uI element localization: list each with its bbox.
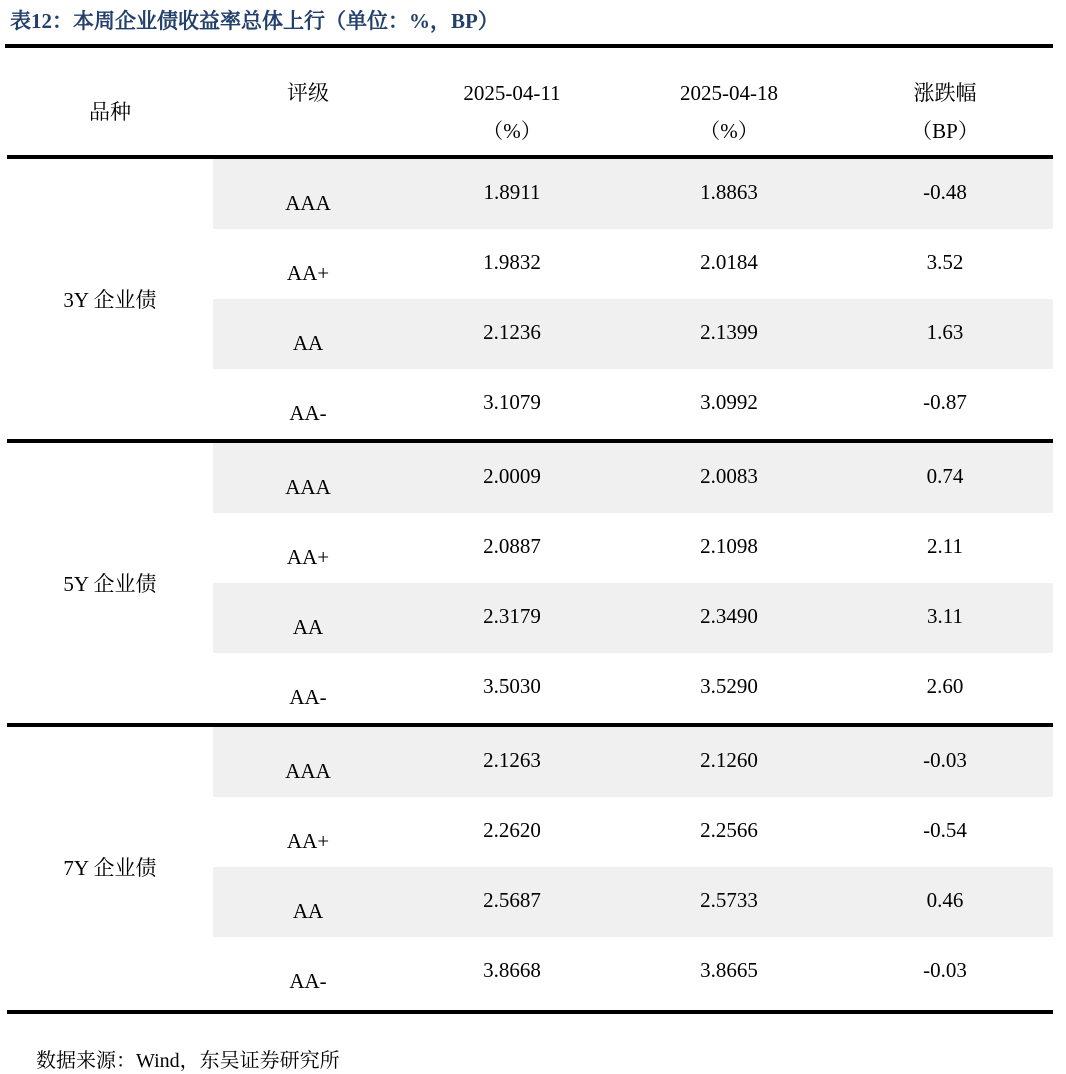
column-header-change <box>837 48 1053 155</box>
value-cell-date1: 2.2620 <box>483 817 541 842</box>
rating-cell: AA+ <box>286 260 330 285</box>
column-header-date2 <box>621 48 837 155</box>
value-cell-change: 2.60 <box>926 673 964 698</box>
column-header-kind <box>7 48 213 155</box>
rating-cell: AA- <box>289 968 327 993</box>
value-cell-date2: 1.8863 <box>621 159 837 229</box>
table-row <box>7 727 1053 797</box>
column-header-date1-unit: （%） <box>482 119 542 143</box>
value-cell-date1: 2.0009 <box>403 443 621 513</box>
value-cell-change: 3.11 <box>837 583 1053 653</box>
value-cell-change: 0.74 <box>837 443 1053 513</box>
group-label-cell <box>7 727 213 1007</box>
value-cell-date1: 3.8668 <box>483 957 541 982</box>
group-label: 3Y 企业债 <box>63 288 157 312</box>
value-cell-date1: 2.1263 <box>403 727 621 797</box>
column-header-rating-label: 评级 <box>287 81 329 105</box>
group-label-cell <box>7 159 213 439</box>
rating-cell: AA- <box>289 400 327 425</box>
column-header-date1-label: 2025-04-11 <box>463 81 561 105</box>
rating-cell: AAA <box>213 727 403 797</box>
rating-cell: AA+ <box>286 828 330 853</box>
column-header-kind-label: 品种 <box>89 100 131 124</box>
value-cell-date2: 2.1260 <box>621 727 837 797</box>
group-label: 7Y 企业债 <box>63 856 157 880</box>
value-cell-date2: 2.3490 <box>621 583 837 653</box>
value-cell-date2: 3.5290 <box>700 673 758 698</box>
page-title: 表12：本周企业债收益率总体上行（单位：%，BP） <box>10 9 499 33</box>
value-cell-date2: 3.8665 <box>700 957 758 982</box>
column-header-date1 <box>403 48 621 155</box>
value-cell-change: -0.03 <box>837 727 1053 797</box>
value-cell-date2: 2.2566 <box>700 817 758 842</box>
rating-cell: AA <box>213 583 403 653</box>
rating-cell: AA <box>213 867 403 937</box>
value-cell-date1: 2.1236 <box>403 299 621 369</box>
group-label-cell <box>7 443 213 723</box>
value-cell-date1: 2.5687 <box>403 867 621 937</box>
rating-cell: AAA <box>213 443 403 513</box>
value-cell-change: -0.87 <box>923 389 967 414</box>
value-cell-change: 2.11 <box>927 533 963 558</box>
value-cell-date1: 2.0887 <box>483 533 541 558</box>
data-table-wrapper <box>0 48 1066 1007</box>
value-cell-date1: 2.3179 <box>403 583 621 653</box>
value-cell-date1: 3.5030 <box>483 673 541 698</box>
table-row <box>7 443 1053 513</box>
column-header-change-label: 涨跌幅 <box>913 81 977 105</box>
value-cell-change: -0.54 <box>923 817 967 842</box>
value-cell-change: 0.46 <box>837 867 1053 937</box>
column-header-date2-label: 2025-04-18 <box>680 81 778 105</box>
table-row <box>7 159 1053 229</box>
value-cell-date2: 2.5733 <box>621 867 837 937</box>
value-cell-date1: 1.9832 <box>483 249 541 274</box>
rating-cell: AA <box>213 299 403 369</box>
value-cell-date2: 2.0184 <box>700 249 758 274</box>
group-label: 5Y 企业债 <box>63 572 157 596</box>
rating-cell: AA+ <box>286 544 330 569</box>
value-cell-change: 3.52 <box>926 249 964 274</box>
value-cell-date2: 2.1098 <box>700 533 758 558</box>
value-cell-date2: 2.1399 <box>621 299 837 369</box>
table-header <box>7 48 1053 155</box>
header-row <box>7 48 1053 155</box>
data-source-note: 数据来源：Wind，东吴证券研究所 <box>36 1050 340 1072</box>
corporate-bond-yield-table <box>7 48 1053 1007</box>
column-header-date2-unit: （%） <box>699 119 759 143</box>
value-cell-date1: 3.1079 <box>483 389 541 414</box>
value-cell-change: -0.03 <box>923 957 967 982</box>
table-body <box>7 155 1053 1007</box>
footer-divider <box>7 1010 1053 1014</box>
rating-cell: AAA <box>213 159 403 229</box>
column-header-change-unit: （BP） <box>911 119 979 143</box>
rating-cell: AA- <box>289 684 327 709</box>
value-cell-date2: 2.0083 <box>621 443 837 513</box>
value-cell-date1: 1.8911 <box>403 159 621 229</box>
value-cell-change: -0.48 <box>837 159 1053 229</box>
value-cell-date2: 3.0992 <box>700 389 758 414</box>
table-title-block <box>0 0 1066 48</box>
value-cell-change: 1.63 <box>837 299 1053 369</box>
column-header-rating <box>213 48 403 155</box>
